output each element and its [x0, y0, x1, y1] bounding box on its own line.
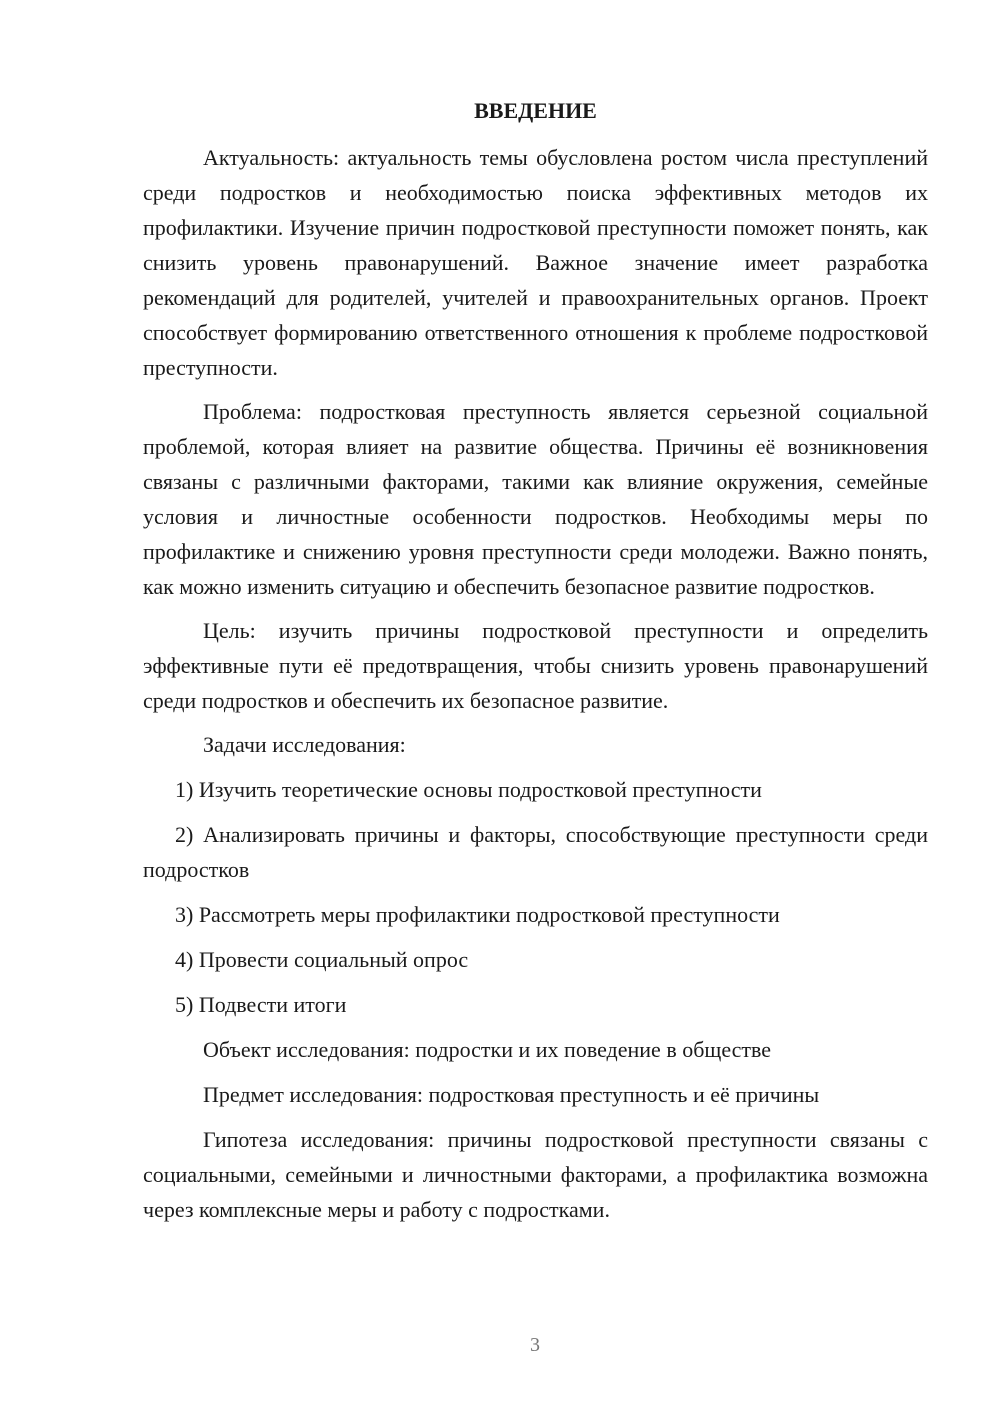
page-number: 3	[530, 1334, 540, 1356]
task-item: 2) Анализировать причины и факторы, способствующие преступности среди подростков	[143, 822, 928, 882]
tasks-list	[143, 772, 928, 1022]
task-item: 4) Провести социальный опрос	[175, 947, 469, 972]
task-item: 5) Подвести итоги	[175, 992, 347, 1017]
relevance-paragraph: Актуальность: актуальность темы обусловлена ростом числа преступлений среди подростков и необходимостью поиска эффективных методов их профилактики. Изучение причин подростковой преступности поможет понять, как снизить уровень правонарушений. Важное значение имеет разработка рекомендаций для родителей, учителей и правоохранительных органов. Проект способствует формированию ответственного отношения к проблеме подростковой преступности.	[143, 145, 928, 380]
tasks-heading: Задачи исследования:	[203, 732, 406, 757]
goal-paragraph: Цель: изучить причины подростковой преступности и определить эффективные пути её предотвращения, чтобы снизить уровень правонарушений среди подростков и обеспечить их безопасное развитие.	[143, 618, 928, 713]
subject-paragraph: Предмет исследования: подростковая преступность и её причины	[203, 1082, 820, 1107]
document-page	[143, 96, 928, 1236]
task-item: 1) Изучить теоретические основы подростковой преступности	[175, 777, 762, 802]
object-paragraph: Объект исследования: подростки и их поведение в обществе	[203, 1037, 772, 1062]
section-title: ВВЕДЕНИЕ	[474, 98, 597, 123]
task-item: 3) Рассмотреть меры профилактики подростковой преступности	[175, 902, 780, 927]
problem-paragraph: Проблема: подростковая преступность является серьезной социальной проблемой, которая влияет на развитие общества. Причины её возникновения связаны с различными факторами, такими как влияние окружения, семейные условия и личностные особенности подростков. Необходимы меры по профилактике и снижению уровня преступности среди молодежи. Важно понять, как можно изменить ситуацию и обеспечить безопасное развитие подростков.	[143, 399, 928, 599]
hypothesis-paragraph: Гипотеза исследования: причины подростковой преступности связаны с социальными, семейными и личностными факторами, а профилактика возможна через комплексные меры и работу с подростками.	[143, 1127, 928, 1222]
